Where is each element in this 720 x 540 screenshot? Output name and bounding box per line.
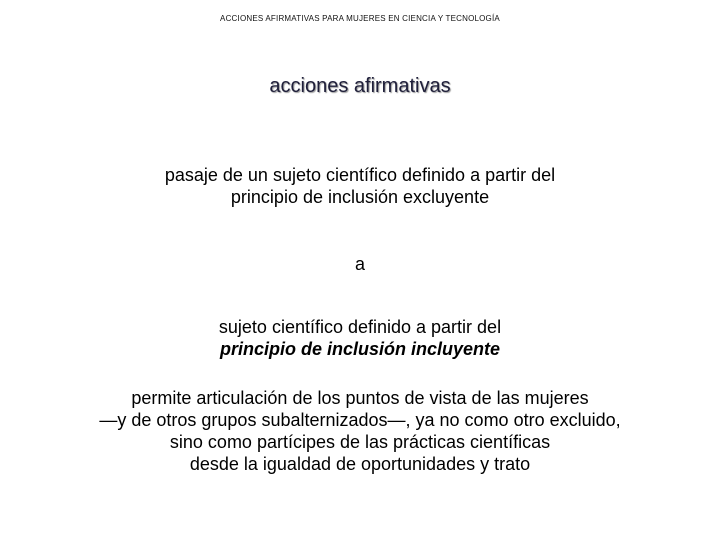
- explanation-line-4: desde la igualdad de oportunidades y trato: [189, 454, 531, 474]
- first-statement-line-1: pasaje de un sujeto científico definido a partir del: [164, 165, 556, 185]
- explanation-line-1: permite articulación de los puntos de vista de las mujeres: [131, 388, 589, 408]
- second-statement: [0, 316, 720, 360]
- explanation-line-3: sino como partícipes de las prácticas científicas: [169, 432, 551, 452]
- first-statement-line-2: principio de inclusión excluyente: [230, 187, 490, 207]
- first-statement: [0, 164, 720, 208]
- explanation-paragraph: [0, 387, 720, 475]
- slide-header: ACCIONES AFIRMATIVAS PARA MUJERES EN CIENCIA Y TECNOLOGÍA: [220, 14, 500, 23]
- explanation-line-2: —y de otros grupos subalternizados—, ya no como otro excluido,: [99, 410, 621, 430]
- second-statement-line-1: sujeto científico definido a partir del: [218, 317, 502, 337]
- second-statement-emphasis: principio de inclusión incluyente: [219, 339, 501, 359]
- connector-text: a: [354, 254, 365, 274]
- slide-title: acciones afirmativas: [269, 75, 451, 97]
